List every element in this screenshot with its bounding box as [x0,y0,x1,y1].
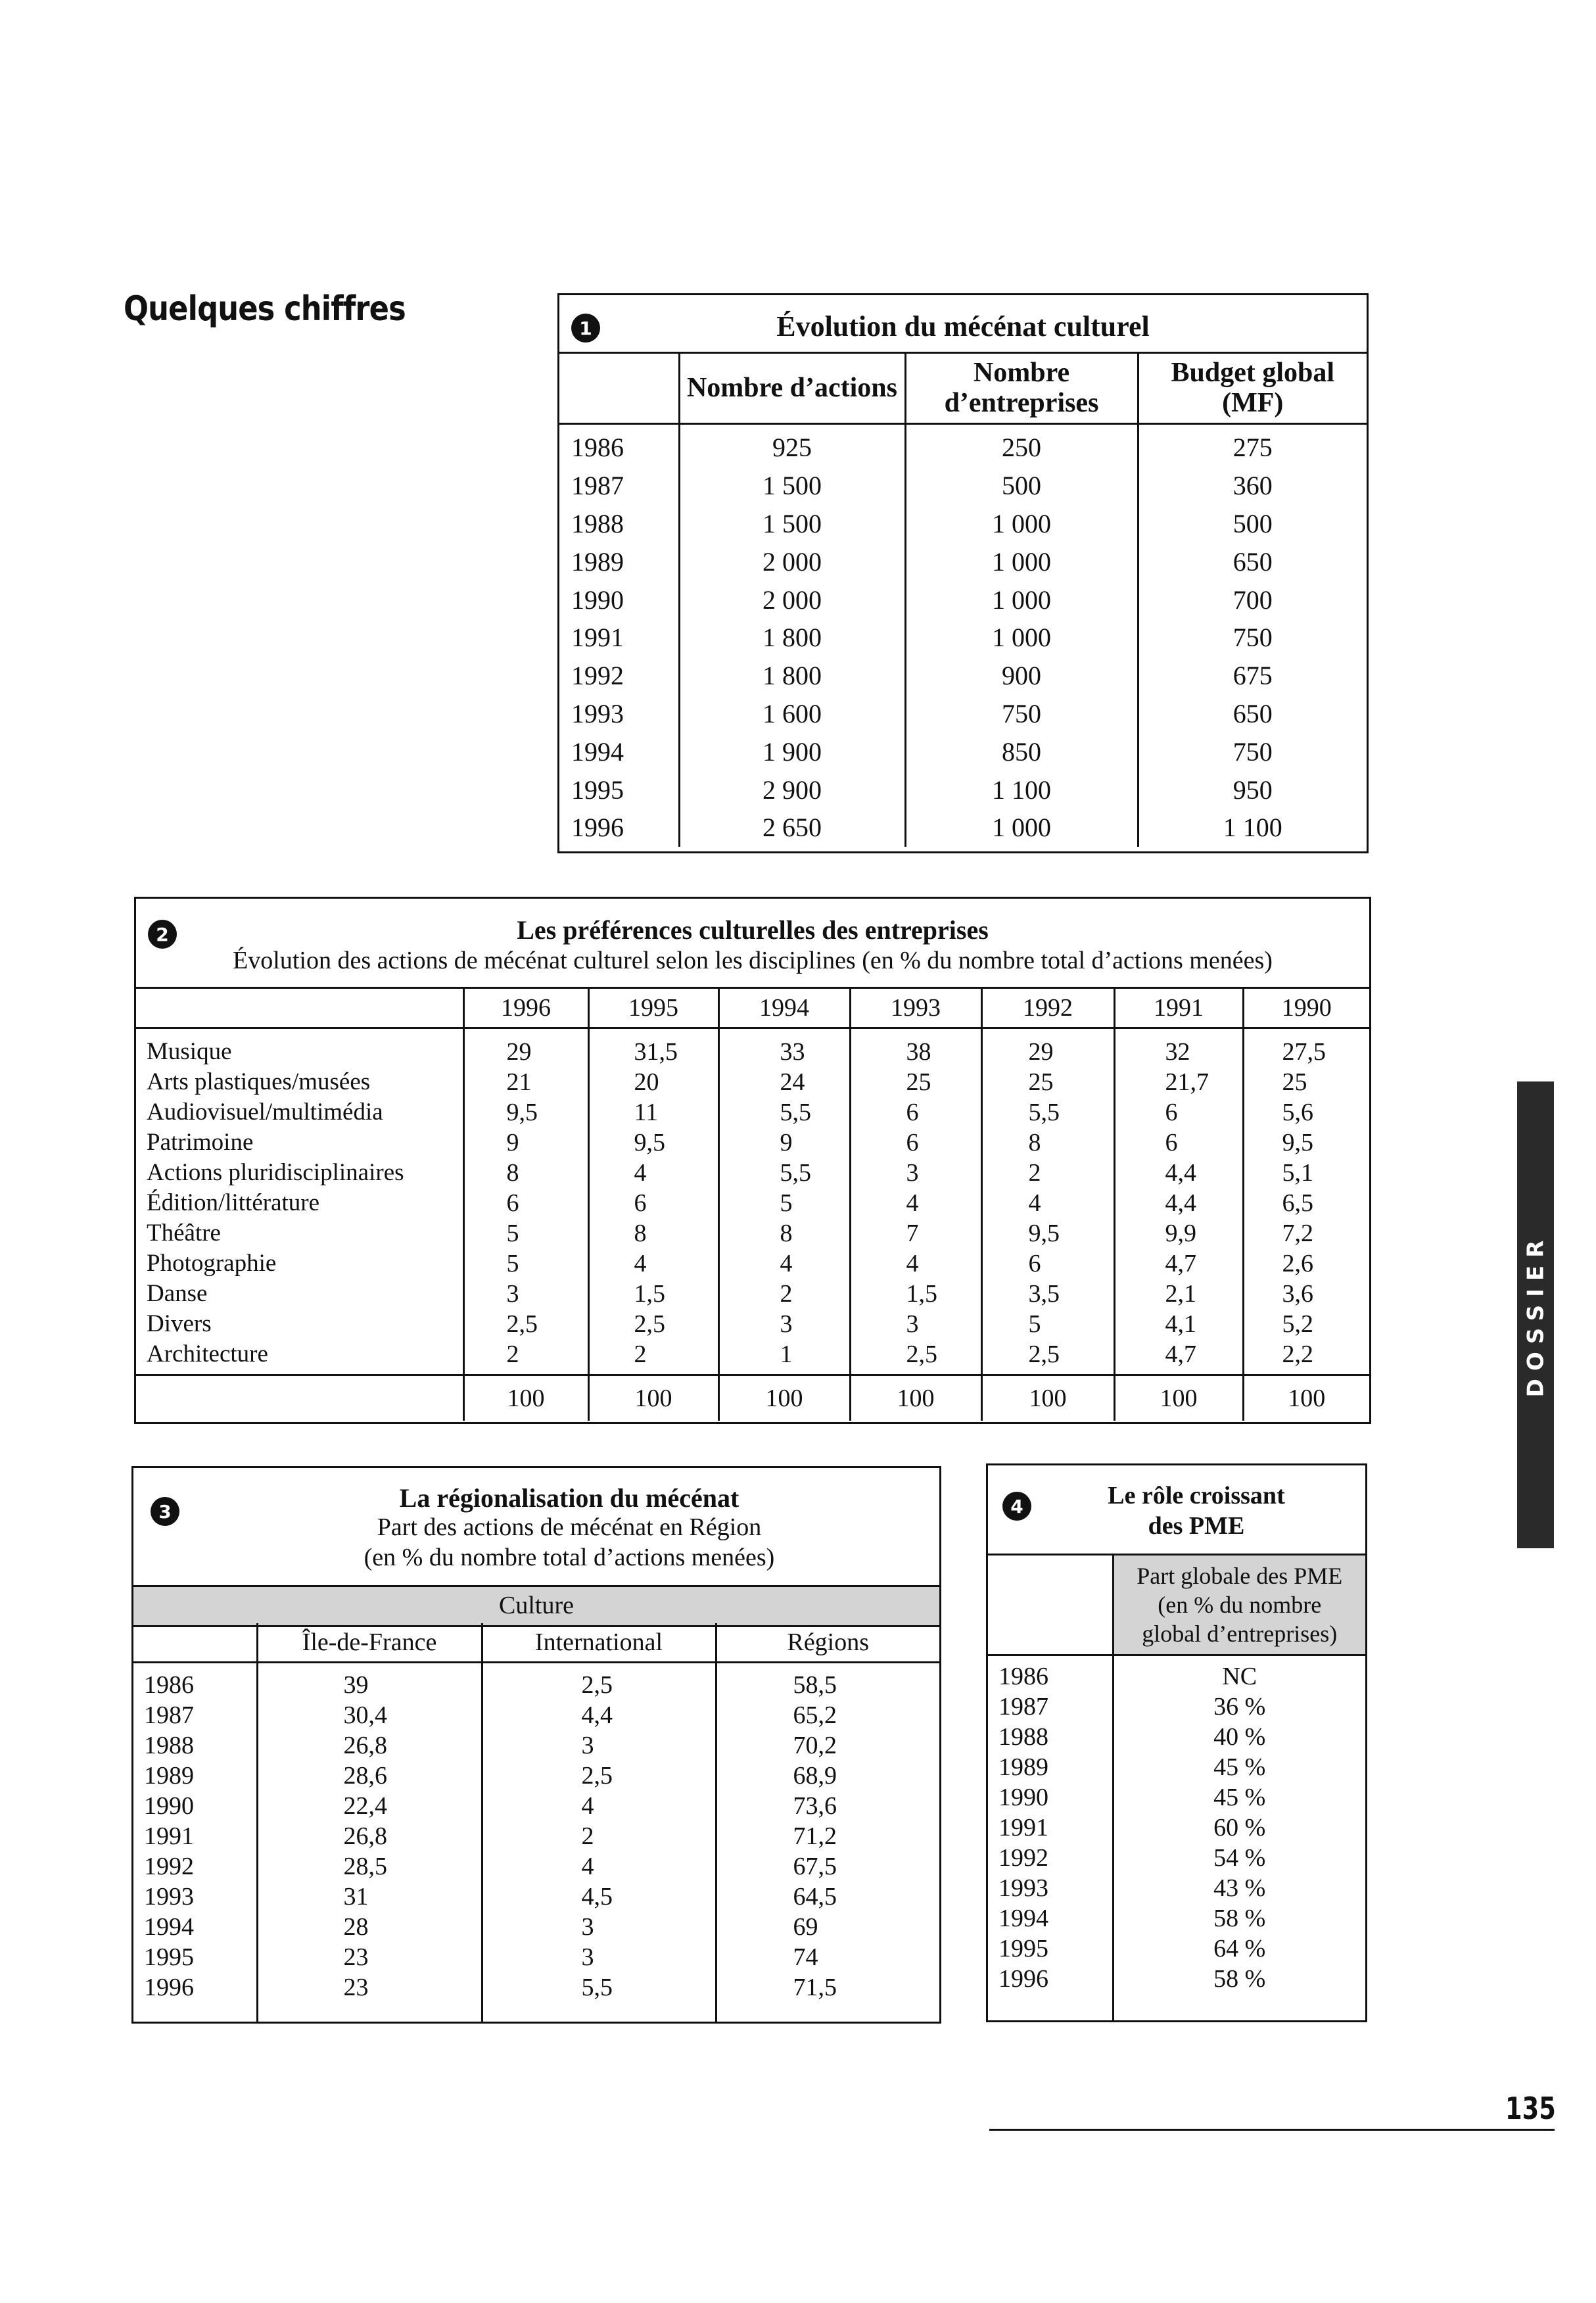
table-row [559,542,1367,581]
idf-cell: 39 [343,1671,369,1699]
year-cell: 1995 [998,1935,1048,1962]
international-cell: 4,5 [581,1883,613,1911]
table-2-title: Les préférences culturelles des entreprises [517,915,989,945]
value-cell: 6 [1165,1099,1178,1126]
actions-cell: 2 000 [679,542,905,581]
value-cell: 29 [506,1038,532,1066]
value-cell: 5,5 [780,1099,811,1126]
value-cell: 4 [634,1159,647,1187]
international-cell: 3 [581,1943,594,1971]
table-row [559,732,1367,771]
value-cell: 2 [1028,1159,1041,1187]
year-cell: 1992 [571,661,624,691]
regions-cell: 70,2 [793,1732,837,1759]
value-cell: 21 [506,1068,532,1096]
budget-cell: 700 [1138,581,1367,619]
pme-cell: 43 % [1213,1874,1266,1902]
value-cell: 9,9 [1165,1220,1196,1247]
pme-cell: 64 % [1213,1935,1266,1962]
discipline-label: Arts plastiques/musées [147,1068,371,1095]
year-cell: 1991 [144,1822,194,1850]
idf-cell: 23 [343,1943,369,1971]
idf-values [257,1663,482,2022]
value-cell: 4,4 [1165,1189,1196,1217]
value-cell: 5,2 [1282,1310,1313,1338]
regions-cell: 65,2 [793,1701,837,1729]
value-cell: 5 [780,1189,793,1217]
table-4-badge: 4 [1002,1492,1031,1521]
total-cell: 100 [718,1375,850,1421]
discipline-label: Patrimoine [147,1129,254,1156]
table-row [559,695,1367,733]
value-cell: 38 [906,1038,931,1066]
pme-cell: 54 % [1213,1844,1266,1872]
culture-group-header: Culture [133,1585,939,1627]
value-cell: 5,1 [1282,1159,1313,1187]
pme-values [1113,1655,1365,2022]
international-cell: 4 [581,1853,594,1880]
year-cell: 1986 [571,433,624,463]
year-cell: 1995 [144,1943,194,1971]
regions-cell: 64,5 [793,1883,837,1911]
value-cell: 8 [1028,1129,1041,1156]
budget-cell: 750 [1138,619,1367,657]
year-cell: 1992 [144,1853,194,1880]
pme-cell: 36 % [1213,1693,1266,1721]
regions-cell: 58,5 [793,1671,837,1699]
pme-cell: 60 % [1213,1814,1266,1841]
value-cell: 2,5 [506,1310,538,1338]
actions-cell: 1 500 [679,467,905,505]
actions-cell: 2 650 [679,809,905,847]
year-cell: 1992 [998,1844,1048,1872]
international-cell: 2 [581,1822,594,1850]
value-cell: 32 [1165,1038,1190,1066]
value-cell: 2 [506,1341,519,1368]
discipline-label: Théâtre [147,1220,221,1246]
discipline-label: Divers [147,1310,212,1337]
column-header-budget: Budget global (MF) [1138,353,1367,424]
value-cell: 7,2 [1282,1220,1313,1247]
value-cell: 24 [780,1068,805,1096]
international-cell: 2,5 [581,1671,613,1699]
column-header-international: International [482,1623,716,1663]
budget-cell: 675 [1138,657,1367,695]
value-cell: 6,5 [1282,1189,1313,1217]
regions-cell: 67,5 [793,1853,837,1880]
table-1-grid [559,353,1367,847]
value-cell: 6 [634,1189,647,1217]
table-2-subtitle: Évolution des actions de mécénat culturel selon les disciplines (en % du nombre total d’actions menées) [233,947,1273,974]
value-cell: 2,2 [1282,1341,1313,1368]
column-header-idf: Île-de-France [257,1623,482,1663]
table-2-grid [136,987,1369,1421]
year-cell: 1988 [144,1732,194,1759]
value-cell: 5,5 [780,1159,811,1187]
actions-cell: 1 800 [679,657,905,695]
year-header-1993: 1993 [850,988,981,1028]
value-cell: 25 [1282,1068,1307,1096]
table-3-subtitle-2: (en % du nombre total d’actions menées) [364,1544,775,1571]
value-cell: 20 [634,1068,659,1096]
table-2-preferences [134,897,1371,1424]
discipline-label: Architecture [147,1341,268,1367]
pme-column-header: Part globale des PME (en % du nombre global d’entreprises) [1113,1555,1365,1655]
year-cell: 1990 [144,1792,194,1820]
idf-cell: 30,4 [343,1701,387,1729]
year-cell: 1995 [571,774,624,805]
value-cell: 1,5 [906,1280,937,1308]
international-cell: 3 [581,1732,594,1759]
actions-cell: 925 [679,424,905,467]
values-column-1990 [1243,1028,1369,1375]
table-4-title-1: Le rôle croissant [1108,1482,1285,1509]
pme-cell: 58 % [1213,1905,1266,1932]
page-rule [989,2129,1555,2131]
table-3-badge: 3 [151,1497,179,1526]
value-cell: 2,5 [634,1310,665,1338]
table-row [559,424,1367,467]
year-header-1996: 1996 [463,988,588,1028]
regions-values [716,1663,939,2022]
year-cell: 1993 [571,698,624,728]
idf-cell: 28,5 [343,1853,387,1880]
year-cell: 1994 [998,1905,1048,1932]
value-cell: 3 [506,1280,519,1308]
values-column-1995 [588,1028,718,1375]
value-cell: 8 [634,1220,647,1247]
year-cell: 1987 [144,1701,194,1729]
year-cell: 1996 [998,1965,1048,1993]
year-header-1994: 1994 [718,988,850,1028]
international-cell: 3 [581,1913,594,1941]
year-cell: 1987 [998,1693,1048,1721]
value-cell: 2,1 [1165,1280,1196,1308]
value-cell: 21,7 [1165,1068,1209,1096]
actions-cell: 1 900 [679,732,905,771]
value-cell: 4 [906,1250,919,1277]
regions-cell: 71,5 [793,1974,837,2001]
value-cell: 4,4 [1165,1159,1196,1187]
budget-cell: 275 [1138,424,1367,467]
value-cell: 6 [506,1189,519,1217]
value-cell: 4 [634,1250,647,1277]
year-cell: 1989 [998,1753,1048,1781]
table-4-pme [986,1463,1367,2022]
pme-cell: 40 % [1213,1723,1266,1751]
table-3-regionalisation [131,1466,941,2024]
entreprises-cell: 900 [905,657,1138,695]
table-row [559,657,1367,695]
column-header-actions: Nombre d’actions [679,353,905,424]
discipline-label: Photographie [147,1250,277,1277]
year-cell: 1994 [144,1913,194,1941]
value-cell: 3 [906,1159,919,1187]
value-cell: 3 [780,1310,793,1338]
value-cell: 2,6 [1282,1250,1313,1277]
idf-cell: 28,6 [343,1762,387,1790]
year-cell: 1993 [144,1883,194,1911]
value-cell: 9,5 [1282,1129,1313,1156]
value-cell: 5,6 [1282,1099,1313,1126]
table-1-title: Évolution du mécénat culturel [776,310,1150,343]
entreprises-cell: 1 000 [905,809,1138,847]
entreprises-cell: 1 100 [905,771,1138,809]
value-cell: 8 [780,1220,793,1247]
budget-cell: 1 100 [1138,809,1367,847]
pme-cell: 45 % [1213,1784,1266,1811]
table-2-badge: 2 [148,920,177,949]
value-cell: 25 [906,1068,931,1096]
budget-cell: 650 [1138,695,1367,733]
table-row [559,619,1367,657]
column-header-regions: Régions [716,1623,939,1663]
value-cell: 5 [506,1250,519,1277]
year-labels [133,1663,257,2022]
international-cell: 4,4 [581,1701,613,1729]
year-cell: 1986 [144,1671,194,1699]
regions-cell: 71,2 [793,1822,837,1850]
year-labels [988,1655,1113,2022]
value-cell: 3,5 [1028,1280,1060,1308]
entreprises-cell: 1 000 [905,542,1138,581]
value-cell: 6 [906,1099,919,1126]
total-cell: 100 [1243,1375,1369,1421]
value-cell: 2 [780,1280,793,1308]
discipline-label: Audiovisuel/multimédia [147,1099,383,1126]
year-cell: 1990 [998,1784,1048,1811]
value-cell: 7 [906,1220,919,1247]
entreprises-cell: 1 000 [905,505,1138,543]
pme-cell: 45 % [1213,1753,1266,1781]
value-cell: 5 [506,1220,519,1247]
year-cell: 1987 [571,471,624,501]
discipline-label: Édition/littérature [147,1189,320,1216]
value-cell: 11 [634,1099,659,1126]
year-cell: 1994 [571,736,624,767]
year-cell: 1989 [571,546,624,577]
international-cell: 5,5 [581,1974,613,2001]
entreprises-cell: 750 [905,695,1138,733]
value-cell: 4 [906,1189,919,1217]
year-cell: 1986 [998,1663,1048,1690]
international-values [482,1663,716,2022]
value-cell: 2 [634,1341,647,1368]
actions-cell: 1 800 [679,619,905,657]
table-row [559,771,1367,809]
regions-cell: 68,9 [793,1762,837,1790]
year-cell: 1996 [144,1974,194,2001]
table-3-title: La régionalisation du mécénat [399,1483,739,1513]
year-header-1995: 1995 [588,988,718,1028]
value-cell: 9 [506,1129,519,1156]
table-4-title-2: des PME [1148,1512,1245,1540]
actions-cell: 1 600 [679,695,905,733]
value-cell: 8 [506,1159,519,1187]
value-cell: 31,5 [634,1038,678,1066]
idf-cell: 22,4 [343,1792,387,1820]
value-cell: 3 [906,1310,919,1338]
budget-cell: 500 [1138,505,1367,543]
value-cell: 3,6 [1282,1280,1313,1308]
values-column-1996 [463,1028,588,1375]
value-cell: 4 [1028,1189,1041,1217]
page-heading: Quelques chiffres [124,289,406,329]
value-cell: 6 [906,1129,919,1156]
page-number: 135 [1505,2091,1556,2126]
value-cell: 5,5 [1028,1099,1060,1126]
discipline-label: Danse [147,1280,208,1307]
year-header-1991: 1991 [1114,988,1243,1028]
year-cell: 1991 [571,623,624,653]
entreprises-cell: 500 [905,467,1138,505]
total-cell: 100 [981,1375,1114,1421]
column-header-entreprises: Nombre d’entreprises [905,353,1138,424]
total-cell: 100 [850,1375,981,1421]
value-cell: 1,5 [634,1280,665,1308]
value-cell: 5 [1028,1310,1041,1338]
table-row [559,467,1367,505]
year-cell: 1991 [998,1814,1048,1841]
actions-cell: 2 900 [679,771,905,809]
actions-cell: 2 000 [679,581,905,619]
budget-cell: 360 [1138,467,1367,505]
value-cell: 4 [780,1250,793,1277]
value-cell: 6 [1165,1129,1178,1156]
value-cell: 25 [1028,1068,1054,1096]
pme-cell: 58 % [1213,1965,1266,1993]
budget-cell: 750 [1138,732,1367,771]
value-cell: 9,5 [1028,1220,1060,1247]
value-cell: 1 [780,1341,793,1368]
table-3-subtitle-1: Part des actions de mécénat en Région [377,1513,762,1541]
entreprises-cell: 1 000 [905,619,1138,657]
pme-cell: NC [1222,1663,1257,1690]
value-cell: 6 [1028,1250,1041,1277]
discipline-labels [136,1028,463,1375]
international-cell: 2,5 [581,1762,613,1790]
values-column-1991 [1114,1028,1243,1375]
regions-cell: 69 [793,1913,818,1941]
year-cell: 1988 [571,508,624,538]
regions-cell: 73,6 [793,1792,837,1820]
table-row [559,581,1367,619]
dossier-side-tab: DOSSIER [1517,1081,1554,1548]
year-cell: 1988 [998,1723,1048,1751]
idf-cell: 31 [343,1883,369,1911]
value-cell: 9 [780,1129,793,1156]
year-header-1992: 1992 [981,988,1114,1028]
total-cell: 100 [588,1375,718,1421]
budget-cell: 650 [1138,542,1367,581]
value-cell: 4,7 [1165,1341,1196,1368]
value-cell: 29 [1028,1038,1054,1066]
regions-cell: 74 [793,1943,818,1971]
table-row [559,505,1367,543]
discipline-label: Actions pluridisciplinaires [147,1159,404,1186]
entreprises-cell: 850 [905,732,1138,771]
value-cell: 27,5 [1282,1038,1326,1066]
value-cell: 33 [780,1038,805,1066]
table-1-badge: 1 [571,314,600,343]
idf-cell: 26,8 [343,1732,387,1759]
idf-cell: 28 [343,1913,369,1941]
value-cell: 2,5 [1028,1341,1060,1368]
idf-cell: 23 [343,1974,369,2001]
table-4-grid [988,1555,1365,2022]
value-cell: 2,5 [906,1341,937,1368]
idf-cell: 26,8 [343,1822,387,1850]
budget-cell: 950 [1138,771,1367,809]
table-3-grid [133,1623,939,2022]
international-cell: 4 [581,1792,594,1820]
year-cell: 1993 [998,1874,1048,1902]
discipline-label: Musique [147,1038,232,1065]
table-row [559,809,1367,847]
total-cell: 100 [463,1375,588,1421]
value-cell: 9,5 [634,1129,665,1156]
total-cell: 100 [1114,1375,1243,1421]
values-column-1992 [981,1028,1114,1375]
actions-cell: 1 500 [679,505,905,543]
table-1-evolution [557,293,1369,853]
year-cell: 1989 [144,1762,194,1790]
values-column-1994 [718,1028,850,1375]
value-cell: 4,1 [1165,1310,1196,1338]
year-header-1990: 1990 [1243,988,1369,1028]
year-cell: 1996 [571,813,624,843]
entreprises-cell: 1 000 [905,581,1138,619]
year-cell: 1990 [571,584,624,615]
values-column-1993 [850,1028,981,1375]
value-cell: 9,5 [506,1099,538,1126]
value-cell: 4,7 [1165,1250,1196,1277]
entreprises-cell: 250 [905,424,1138,467]
